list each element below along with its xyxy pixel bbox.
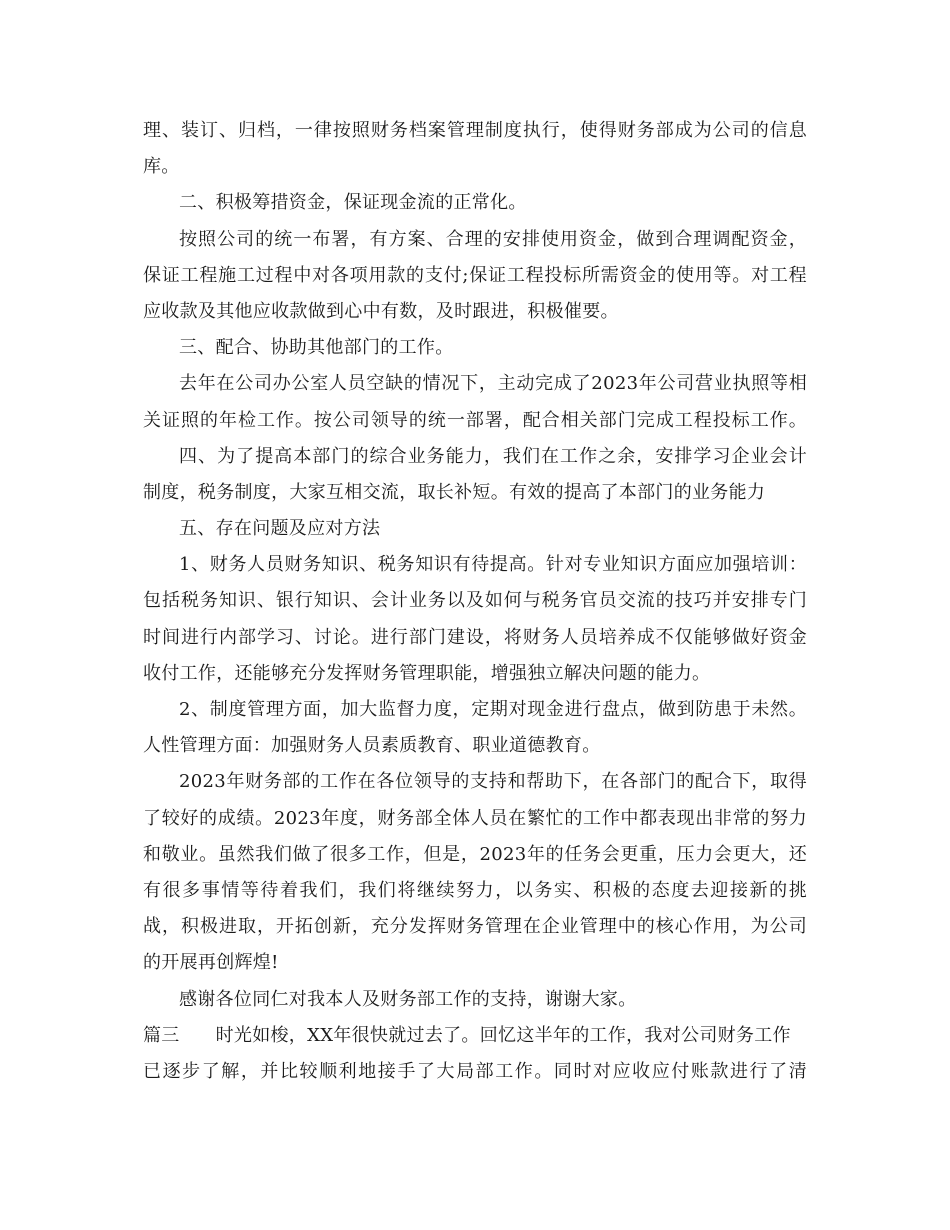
text-line: 按照公司的统一布署，有方案、合理的安排使用资金，做到合理调配资金， — [179, 228, 807, 250]
text-line: 人性管理方面：加强财务人员素质教育、职业道德教育。 — [143, 735, 601, 757]
text-line: 关证照的年检工作。按公司领导的统一部署，配合相关部门完成工程投标工作。 — [143, 409, 807, 431]
text-line: 有很多事情等待着我们，我们将继续努力，以务实、积极的态度去迎接新的挑 — [143, 879, 807, 901]
section-3-first-text: 时光如梭，XX年很快就过去了。回忆这半年的工作，我对公司财务工作 — [215, 1024, 791, 1046]
text-line: 时间进行内部学习、讨论。进行部门建设，将财务人员培养成不仅能够做好资金 — [143, 626, 807, 648]
section-heading: 三、配合、协助其他部门的工作。 — [179, 337, 454, 359]
section-3-first-line — [143, 1018, 807, 1054]
text-line: 库。 — [143, 156, 180, 178]
section-heading: 二、积极筹措资金，保证现金流的正常化。 — [179, 192, 527, 214]
text-line: 的开展再创辉煌! — [143, 952, 279, 974]
text-line: 已逐步了解，并比较顺利地接手了大局部工作。同时对应收应付账款进行了清 — [143, 1060, 807, 1082]
text-line: 包括税务知识、银行知识、会计业务以及如何与税务官员交流的技巧并安排专门 — [143, 590, 807, 612]
text-line: 和敬业。虽然我们做了很多工作，但是，2023年的任务会更重，压力会更大，还 — [143, 843, 807, 865]
text-line: 保证工程施工过程中对各项用款的支付;保证工程投标所需资金的使用等。对工程 — [143, 264, 807, 286]
text-line: 2、制度管理方面，加大监督力度，定期对现金进行盘点，做到防患于未然。 — [179, 699, 807, 720]
section-heading: 五、存在问题及应对方法 — [179, 518, 381, 540]
text-line: 感谢各位同仁对我本人及财务部工作的支持，谢谢大家。 — [179, 988, 637, 1010]
text-line: 战，积极进取，开拓创新，充分发挥财务管理在企业管理中的核心作用，为公司 — [143, 916, 807, 938]
section-heading: 四、为了提高本部门的综合业务能力，我们在工作之余，安排学习企业会计 — [179, 445, 807, 467]
text-line: 去年在公司办公室人员空缺的情况下，主动完成了2023年公司营业执照等相 — [179, 373, 807, 395]
text-line: 2023年财务部的工作在各位领导的支持和帮助下，在各部门的配合下，取得 — [179, 771, 807, 793]
section-3-label: 篇三 — [143, 1024, 180, 1046]
text-line: 收付工作，还能够充分发挥财务管理职能，增强独立解决问题的能力。 — [143, 662, 711, 684]
text-line: 应收款及其他应收款做到心中有数，及时跟进，积极催要。 — [143, 300, 619, 322]
text-line: 1、财务人员财务知识、税务知识有待提高。针对专业知识方面应加强培训： — [179, 554, 807, 576]
text-line: 制度，税务制度，大家互相交流，取长补短。有效的提高了本部门的业务能力 — [143, 481, 766, 503]
text-line: 了较好的成绩。2023年度，财务部全体人员在繁忙的工作中都表现出非常的努力 — [143, 807, 807, 829]
text-line: 理、装订、归档，一律按照财务档案管理制度执行，使得财务部成为公司的信息 — [143, 120, 807, 141]
document-body — [143, 113, 807, 1090]
